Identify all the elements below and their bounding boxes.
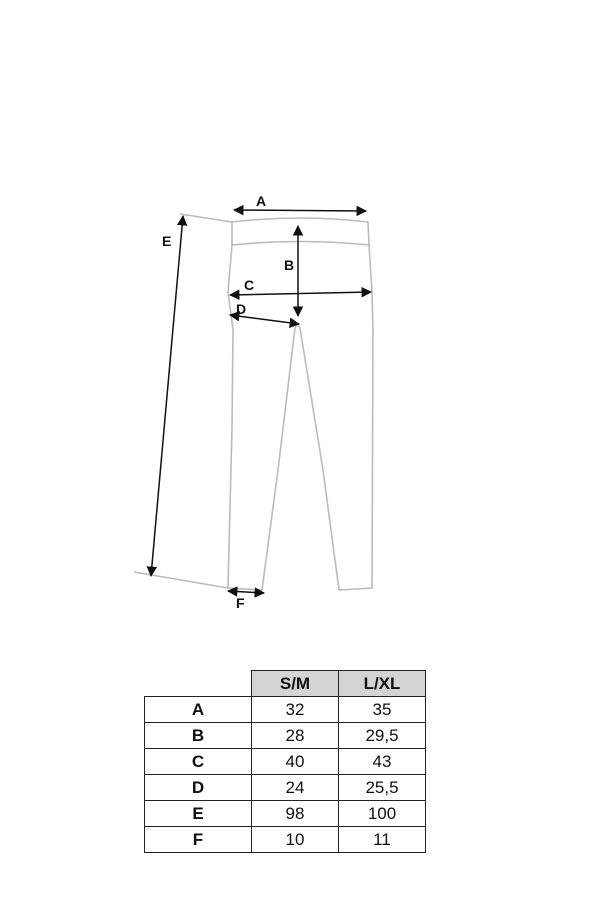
label-d: D — [236, 301, 247, 317]
cell-value: 40 — [252, 749, 339, 775]
row-label: D — [145, 775, 252, 801]
cell-value: 28 — [252, 723, 339, 749]
label-c: C — [244, 277, 255, 293]
table-header-lxl: L/XL — [339, 671, 426, 697]
row-label: E — [145, 801, 252, 827]
table-row — [145, 827, 426, 853]
row-label: C — [145, 749, 252, 775]
arrow-a — [234, 210, 366, 211]
dimension-arrows — [151, 210, 371, 593]
cell-value: 43 — [339, 749, 426, 775]
row-label: F — [145, 827, 252, 853]
table-header-row — [145, 671, 426, 697]
arrow-f — [228, 591, 264, 593]
cell-value: 10 — [252, 827, 339, 853]
table-row — [145, 801, 426, 827]
table-header-sm: S/M — [252, 671, 339, 697]
pants-outline — [134, 214, 373, 590]
cell-value: 35 — [339, 697, 426, 723]
label-b: B — [284, 257, 295, 273]
label-a: A — [256, 193, 267, 209]
cell-value: 29,5 — [339, 723, 426, 749]
table-row — [145, 775, 426, 801]
row-label: B — [145, 723, 252, 749]
table-row — [145, 749, 426, 775]
label-f: F — [236, 595, 245, 611]
cell-value: 24 — [252, 775, 339, 801]
table-row — [145, 697, 426, 723]
cell-value: 11 — [339, 827, 426, 853]
size-table — [144, 670, 426, 853]
row-label: A — [145, 697, 252, 723]
label-e: E — [162, 233, 172, 249]
arrow-e — [151, 216, 183, 576]
cell-value: 98 — [252, 801, 339, 827]
table-corner — [145, 671, 252, 697]
table-row — [145, 723, 426, 749]
cell-value: 100 — [339, 801, 426, 827]
cell-value: 25,5 — [339, 775, 426, 801]
cell-value: 32 — [252, 697, 339, 723]
